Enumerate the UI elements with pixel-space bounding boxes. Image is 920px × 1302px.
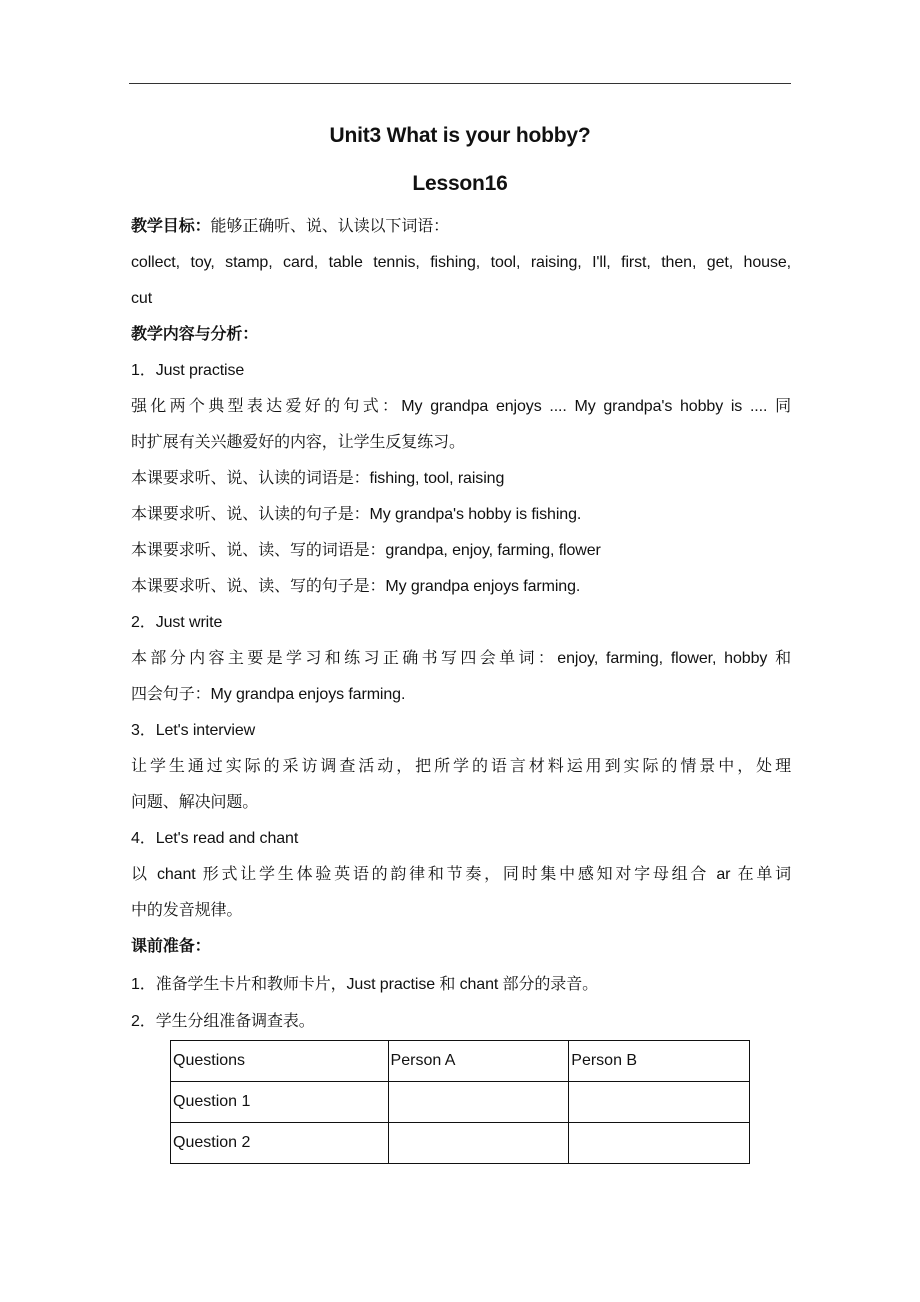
preparation-heading: 课前准备： [131,938,211,955]
objectives-words-line-1: collect, toy, stamp, card, table tennis, fishing, tool, raising, I'll, first, then, get, house, [131,254,791,271]
table-header-cell: Questions [171,1041,389,1082]
section-1-heading: 1．Just practise [131,362,245,379]
section-1-line: 本课要求听、说、读、写的句子是：My grandpa enjoys farming. [131,578,581,595]
lesson-title: Lesson16 [412,172,508,195]
section-1-line: 本课要求听、说、读、写的词语是：grandpa, enjoy, farming, flower [131,542,601,559]
objectives-words-line-2: cut [131,290,153,307]
table-header-cell: Person A [388,1041,569,1082]
table-cell [569,1123,750,1164]
section-1-line: 本课要求听、说、认读的句子是：My grandpa's hobby is fishing. [131,506,582,523]
table-cell [388,1123,569,1164]
section-2-heading: 2．Just write [131,614,223,631]
content-heading: 教学内容与分析： [131,326,259,343]
section-3-line: 让学生通过实际的采访调查活动，把所学的语言材料运用到实际的情景中，处理 [131,758,791,775]
objectives-text: 能够正确听、说、认读以下词语： [210,218,450,235]
table-cell [388,1082,569,1123]
section-1-line: 本课要求听、说、认读的词语是：fishing, tool, raising [131,470,505,487]
section-2-line: 本部分内容主要是学习和练习正确书写四会单词：enjoy, farming, flower, hobby 和 [131,650,791,667]
table-header-cell: Person B [569,1041,750,1082]
table-cell [569,1082,750,1123]
section-4-line: 中的发音规律。 [131,902,243,919]
section-4-line: 以 chant 形式让学生体验英语的韵律和节奏，同时集中感知对字母组合 ar 在单词 [131,866,791,883]
objectives-label: 教学目标： [131,218,211,235]
survey-table [170,1040,750,1164]
table-row [171,1082,750,1123]
table-cell: Question 1 [171,1082,389,1123]
table-header-row [171,1041,750,1082]
section-3-line: 问题、解决问题。 [131,794,259,811]
document-title: Unit3 What is your hobby? [329,124,591,147]
objectives-line [131,217,791,237]
section-4-heading: 4．Let's read and chant [131,830,299,847]
table-row [171,1123,750,1164]
table-cell: Question 2 [171,1123,389,1164]
section-2-line: 四会句子：My grandpa enjoys farming. [131,686,406,703]
section-1-line: 时扩展有关兴趣爱好的内容，让学生反复练习。 [131,434,465,451]
preparation-item: 1．准备学生卡片和教师卡片，Just practise 和 chant 部分的录音。 [131,976,598,993]
header-rule [129,83,791,84]
section-1-line: 强化两个典型表达爱好的句式：My grandpa enjoys .... My grandpa's hobby is .... 同 [131,398,791,415]
section-3-heading: 3．Let's interview [131,722,256,739]
preparation-item: 2．学生分组准备调查表。 [131,1013,315,1030]
